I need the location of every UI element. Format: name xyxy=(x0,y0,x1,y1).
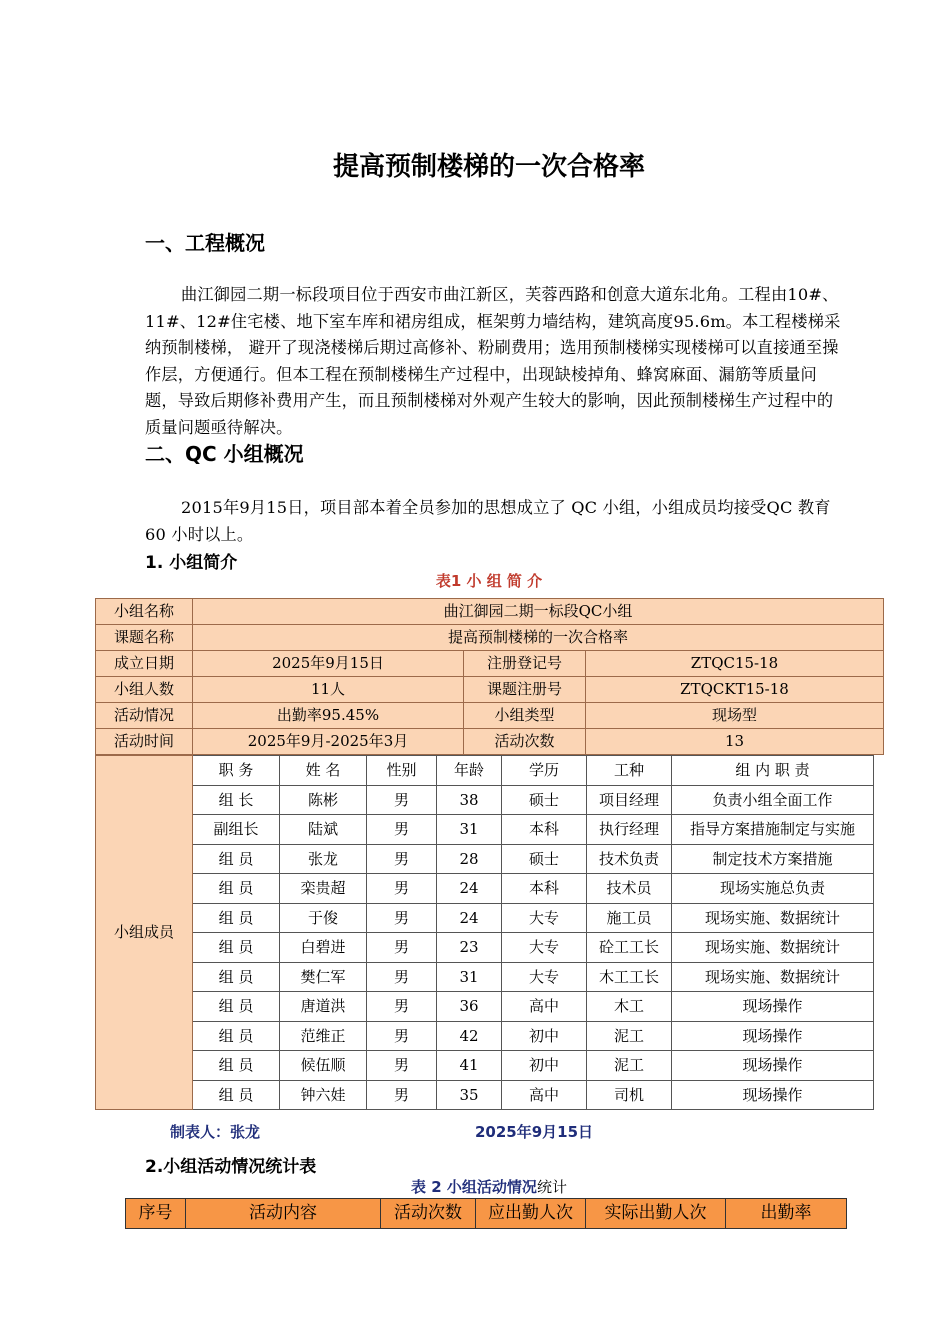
table-cell: 硕士 xyxy=(502,785,587,815)
table-header-row xyxy=(126,1199,847,1229)
table-cell: 泥工 xyxy=(587,1021,672,1051)
table-cell: 本科 xyxy=(502,874,587,904)
column-header: 性别 xyxy=(367,756,437,786)
table2-caption xyxy=(0,1176,950,1197)
cell-value: 13 xyxy=(586,729,884,755)
table-row xyxy=(96,844,874,874)
table-row xyxy=(96,933,874,963)
cell-label: 小组名称 xyxy=(96,599,193,625)
table-cell: 初中 xyxy=(502,1021,587,1051)
table-cell: 执行经理 xyxy=(587,815,672,845)
table-cell: 23 xyxy=(437,933,502,963)
table-cell: 本科 xyxy=(502,815,587,845)
table-cell: 男 xyxy=(367,1080,437,1110)
cell-value: 2025年9月15日 xyxy=(193,651,464,677)
table-row xyxy=(96,1080,874,1110)
table-cell: 硕士 xyxy=(502,844,587,874)
table-cell: 指导方案措施制定与实施 xyxy=(672,815,874,845)
cell-value: 曲江御园二期一标段QC小组 xyxy=(193,599,884,625)
table-cell: 男 xyxy=(367,992,437,1022)
column-header: 活动内容 xyxy=(186,1199,381,1229)
table-cell: 司机 xyxy=(587,1080,672,1110)
table-row xyxy=(96,903,874,933)
column-header: 年龄 xyxy=(437,756,502,786)
table-cell: 施工员 xyxy=(587,903,672,933)
table-cell: 男 xyxy=(367,1051,437,1081)
table-row xyxy=(96,874,874,904)
cell-value: 2025年9月-2025年3月 xyxy=(193,729,464,755)
cell-label: 活动时间 xyxy=(96,729,193,755)
section2-paragraph: 2015年9月15日，项目部本着全员参加的思想成立了 QC 小组，小组成员均接受QC 教育60 小时以上。 xyxy=(145,498,831,544)
table-cell: 男 xyxy=(367,785,437,815)
cell-label: 课题注册号 xyxy=(464,677,586,703)
table-cell: 唐道洪 xyxy=(280,992,367,1022)
table-cell: 陆斌 xyxy=(280,815,367,845)
table-cell: 男 xyxy=(367,1021,437,1051)
table-cell: 组 员 xyxy=(193,844,280,874)
table-cell: 组 员 xyxy=(193,1080,280,1110)
table-cell: 木工 xyxy=(587,992,672,1022)
table-cell: 候伍顺 xyxy=(280,1051,367,1081)
table-cell: 男 xyxy=(367,815,437,845)
table-cell: 砼工工长 xyxy=(587,933,672,963)
column-header: 学历 xyxy=(502,756,587,786)
column-header: 姓 名 xyxy=(280,756,367,786)
table-row xyxy=(96,815,874,845)
column-header: 工种 xyxy=(587,756,672,786)
table-cell: 现场操作 xyxy=(672,1021,874,1051)
table-cell: 男 xyxy=(367,844,437,874)
table-cell: 24 xyxy=(437,874,502,904)
table-cell: 泥工 xyxy=(587,1051,672,1081)
table-cell: 31 xyxy=(437,962,502,992)
section1-paragraph: 曲江御园二期一标段项目位于西安市曲江新区，芙蓉西路和创意大道东北角。工程由10#、11#、12#住宅楼、地下室车库和裙房组成，框架剪力墙结构，建筑高度95.6m。本工程楼梯采纳预制楼梯， 避开了现浇楼梯后期过高修补、粉刷费用；选用预制楼梯实现楼梯可以直接通至操作层，方便通行。但本工程在预制楼梯生产过程中，出现缺棱掉角、蜂窝麻面、漏筋等质量问题，导致后期修补费用产生，而且预制楼梯对外观产生较大的影响，因此预制楼梯生产过程中的质量问题亟待解决。 xyxy=(145,285,841,437)
table-cell: 陈彬 xyxy=(280,785,367,815)
table-cell: 现场操作 xyxy=(672,1080,874,1110)
column-header: 序号 xyxy=(126,1199,186,1229)
table-cell: 24 xyxy=(437,903,502,933)
table-cell: 钟六娃 xyxy=(280,1080,367,1110)
activity-stats-table xyxy=(125,1198,847,1229)
table-cell: 栾贵超 xyxy=(280,874,367,904)
table-cell: 负责小组全面工作 xyxy=(672,785,874,815)
column-header: 组 内 职 责 xyxy=(672,756,874,786)
table-cell: 大专 xyxy=(502,903,587,933)
table-cell: 组 员 xyxy=(193,1051,280,1081)
table-cell: 技术负责 xyxy=(587,844,672,874)
table-cell: 副组长 xyxy=(193,815,280,845)
table-row xyxy=(96,625,884,651)
table-cell: 男 xyxy=(367,903,437,933)
cell-label: 小组人数 xyxy=(96,677,193,703)
group-info-table xyxy=(95,598,884,755)
table-cell: 组 员 xyxy=(193,933,280,963)
table-row xyxy=(96,677,884,703)
table-cell: 组 长 xyxy=(193,785,280,815)
table-cell: 41 xyxy=(437,1051,502,1081)
table-cell: 31 xyxy=(437,815,502,845)
members-table xyxy=(95,755,874,1110)
table-cell: 初中 xyxy=(502,1051,587,1081)
table-row xyxy=(96,599,884,625)
cell-label: 活动次数 xyxy=(464,729,586,755)
table2-caption-rest: 统计 xyxy=(536,1178,567,1196)
table-cell: 大专 xyxy=(502,962,587,992)
table-cell: 38 xyxy=(437,785,502,815)
table-cell: 高中 xyxy=(502,1080,587,1110)
table-cell: 组 员 xyxy=(193,874,280,904)
table-cell: 组 员 xyxy=(193,1021,280,1051)
cell-value: 提高预制楼梯的一次合格率 xyxy=(193,625,884,651)
cell-value: ZTQC15-18 xyxy=(586,651,884,677)
cell-value: 11人 xyxy=(193,677,464,703)
table-cell: 技术员 xyxy=(587,874,672,904)
table-row xyxy=(96,1051,874,1081)
table-date: 2025年9月15日 xyxy=(475,1123,594,1141)
table-row xyxy=(96,785,874,815)
table-cell: 现场操作 xyxy=(672,1051,874,1081)
table-cell: 樊仁军 xyxy=(280,962,367,992)
cell-value: ZTQCKT15-18 xyxy=(586,677,884,703)
table-row xyxy=(96,1021,874,1051)
section2-heading: 二、QC 小组概况 xyxy=(145,442,304,466)
table-cell: 白碧进 xyxy=(280,933,367,963)
table-cell: 42 xyxy=(437,1021,502,1051)
table-cell: 现场操作 xyxy=(672,992,874,1022)
table-cell: 现场实施、数据统计 xyxy=(672,933,874,963)
table2-caption-main: 表 2 小组活动情况 xyxy=(411,1178,537,1196)
section1-heading: 一、工程概况 xyxy=(145,231,265,255)
table-cell: 项目经理 xyxy=(587,785,672,815)
cell-label: 小组类型 xyxy=(464,703,586,729)
table-cell: 制定技术方案措施 xyxy=(672,844,874,874)
table-cell: 大专 xyxy=(502,933,587,963)
table-cell: 于俊 xyxy=(280,903,367,933)
cell-value: 出勤率95.45% xyxy=(193,703,464,729)
table-cell: 组 员 xyxy=(193,992,280,1022)
cell-label: 课题名称 xyxy=(96,625,193,651)
column-header: 职 务 xyxy=(193,756,280,786)
table-cell: 木工工长 xyxy=(587,962,672,992)
column-header: 实际出勤人次 xyxy=(586,1199,726,1229)
document-title: 提高预制楼梯的一次合格率 xyxy=(332,152,645,182)
column-header: 出勤率 xyxy=(726,1199,847,1229)
table-cell: 36 xyxy=(437,992,502,1022)
table-row xyxy=(96,992,874,1022)
column-header: 应出勤人次 xyxy=(476,1199,586,1229)
cell-label: 注册登记号 xyxy=(464,651,586,677)
column-header: 活动次数 xyxy=(381,1199,476,1229)
cell-value: 现场型 xyxy=(586,703,884,729)
table-row xyxy=(96,651,884,677)
subsection-activity-stats: 2.小组活动情况统计表 xyxy=(145,1157,317,1177)
table-cell: 现场实施、数据统计 xyxy=(672,903,874,933)
table-row xyxy=(96,729,884,755)
table-cell: 28 xyxy=(437,844,502,874)
table-header-row xyxy=(96,756,874,786)
table-cell: 高中 xyxy=(502,992,587,1022)
table-cell: 组 员 xyxy=(193,903,280,933)
table-row xyxy=(96,703,884,729)
table-cell: 现场实施、数据统计 xyxy=(672,962,874,992)
members-side-label: 小组成员 xyxy=(96,756,193,1110)
table-cell: 男 xyxy=(367,962,437,992)
table-maker: 制表人：张龙 xyxy=(170,1123,261,1141)
table-cell: 组 员 xyxy=(193,962,280,992)
table-cell: 张龙 xyxy=(280,844,367,874)
table-cell: 男 xyxy=(367,933,437,963)
table1-caption: 表1 小 组 简 介 xyxy=(435,572,543,590)
cell-label: 成立日期 xyxy=(96,651,193,677)
table-row xyxy=(96,962,874,992)
table-cell: 现场实施总负责 xyxy=(672,874,874,904)
table-cell: 男 xyxy=(367,874,437,904)
table-cell: 范维正 xyxy=(280,1021,367,1051)
cell-label: 活动情况 xyxy=(96,703,193,729)
table-cell: 35 xyxy=(437,1080,502,1110)
subsection-group-intro: 1. 小组简介 xyxy=(145,553,238,573)
